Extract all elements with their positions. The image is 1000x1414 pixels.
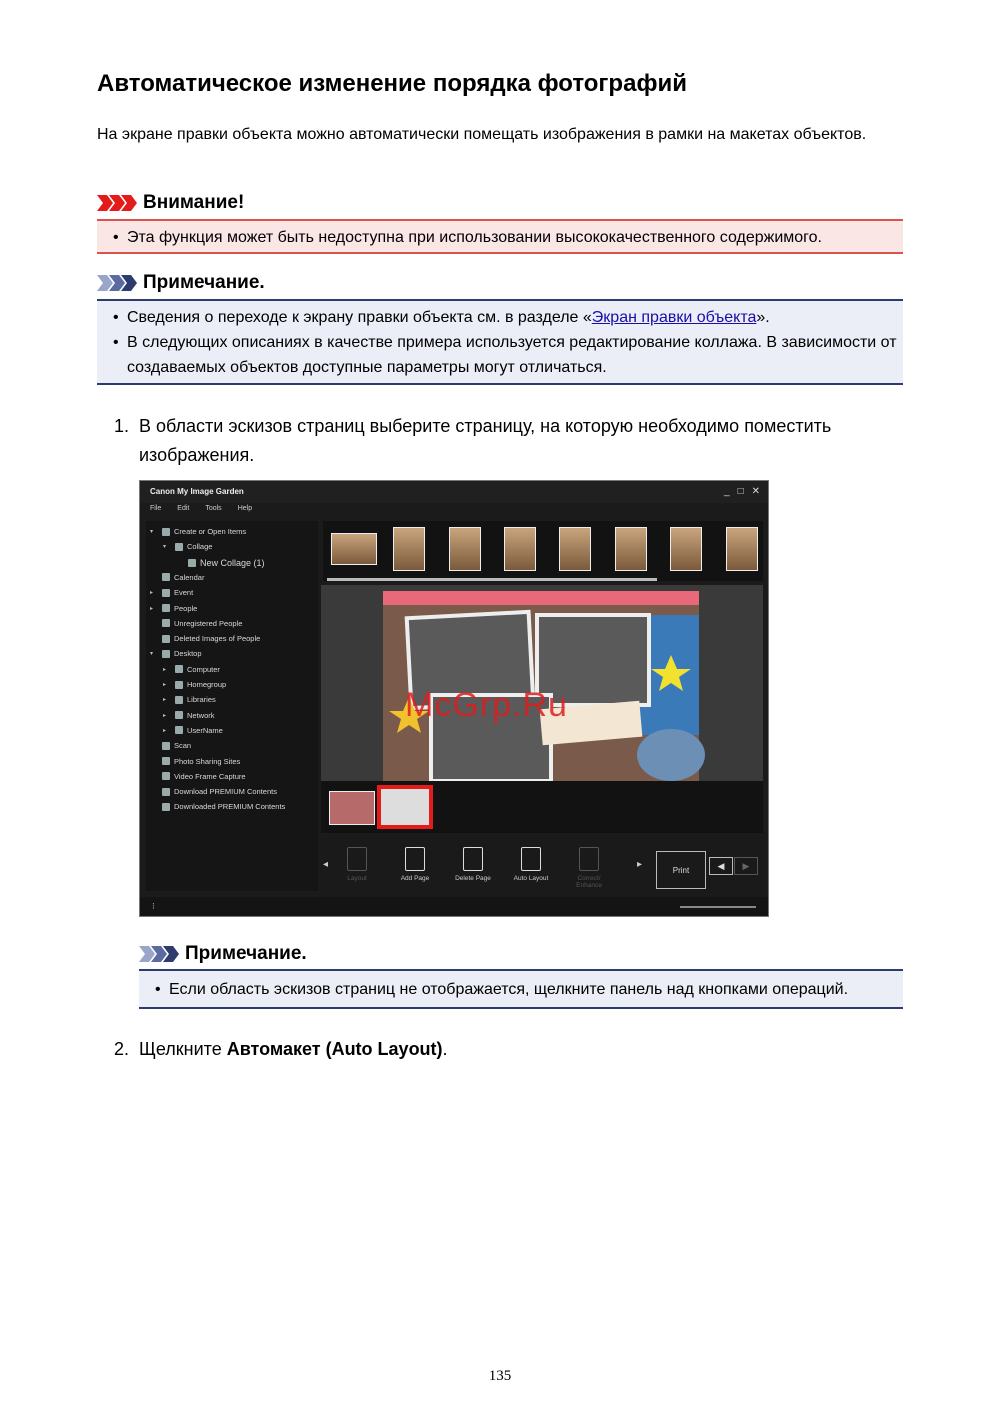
- tree-expand-icon[interactable]: ▸: [150, 605, 154, 612]
- folder-icon: [162, 573, 170, 581]
- tree-expand-icon[interactable]: ▸: [163, 727, 167, 734]
- photo-thumbnail[interactable]: [393, 527, 425, 571]
- tree-expand-icon[interactable]: ▸: [163, 697, 167, 704]
- auto-layout-button[interactable]: [509, 847, 553, 882]
- photo-thumbnail[interactable]: [615, 527, 647, 571]
- tree-item-label: Computer: [187, 664, 220, 674]
- step-2-text: [139, 1035, 448, 1064]
- intro-paragraph: На экране правки объекта можно автоматически помещать изображения в рамки на макетах объектов.: [97, 126, 867, 143]
- page-thumbnail-2-selected[interactable]: [377, 785, 433, 829]
- step-2-number: 2.: [114, 1039, 130, 1059]
- warning-chevron-icon: [97, 195, 137, 211]
- tree-item-label: Create or Open Items: [174, 527, 247, 536]
- tree-item[interactable]: [150, 741, 191, 750]
- app-titlebar: [140, 481, 768, 503]
- auto-layout-term: Автомакет (Auto Layout): [226, 1039, 443, 1059]
- folder-icon: [175, 696, 183, 704]
- tree-item[interactable]: [150, 802, 285, 811]
- menu-edit[interactable]: Edit: [177, 505, 190, 512]
- folder-icon: [162, 742, 170, 750]
- folder-icon: [162, 803, 170, 811]
- folder-icon: [162, 635, 170, 643]
- note-box: [97, 299, 903, 385]
- menu-help[interactable]: Help: [237, 505, 253, 512]
- add-page-label: Add Page: [400, 875, 430, 882]
- tree-item-label: Video Frame Capture: [174, 771, 246, 781]
- warning-heading: Внимание!: [143, 192, 245, 213]
- photo-thumbnail[interactable]: [726, 527, 758, 571]
- folder-icon: [175, 681, 183, 689]
- watermark: McGrp.Ru: [405, 686, 568, 724]
- photo-thumbnail[interactable]: [504, 527, 536, 571]
- collage-canvas[interactable]: [321, 585, 763, 781]
- forward-arrow-icon[interactable]: ▶: [734, 857, 758, 875]
- close-button[interactable]: ✕: [751, 486, 760, 497]
- note-heading: Примечание.: [143, 272, 265, 293]
- correct-enhance-button[interactable]: [567, 847, 611, 889]
- navigation-tree: [146, 521, 318, 891]
- folder-icon: [162, 528, 170, 536]
- tree-item-label: Download PREMIUM Contents: [174, 787, 277, 797]
- toolbar-left-arrow-icon[interactable]: ◂: [323, 859, 329, 870]
- tree-item[interactable]: [163, 542, 212, 551]
- warning-heading-row: [97, 192, 244, 214]
- tree-item[interactable]: [150, 634, 260, 643]
- folder-icon: [162, 650, 170, 658]
- tree-expand-icon[interactable]: ▸: [163, 682, 167, 688]
- tree-expand-icon[interactable]: ▾: [150, 651, 154, 658]
- folder-icon: [175, 711, 183, 719]
- folder-icon: [162, 788, 170, 796]
- tree-expand-icon[interactable]: ▾: [150, 529, 154, 535]
- folder-icon: [175, 726, 183, 734]
- folder-icon: [162, 757, 170, 765]
- layout-button[interactable]: [335, 847, 379, 882]
- tree-item-label: Deleted Images of People: [174, 634, 261, 644]
- tree-item-label: Photo Sharing Sites: [174, 756, 241, 766]
- tree-item[interactable]: [150, 573, 204, 582]
- tree-item[interactable]: [150, 588, 193, 597]
- tree-item[interactable]: [163, 680, 226, 689]
- tree-item-label: Network: [187, 710, 215, 720]
- step-1-number: 1.: [114, 416, 130, 436]
- toolbar-right-arrow-icon[interactable]: ▸: [637, 859, 643, 870]
- menu-tools[interactable]: Tools: [205, 505, 222, 512]
- tree-item[interactable]: [163, 726, 223, 735]
- add-page-button[interactable]: [393, 847, 437, 882]
- note2-heading-row: [139, 943, 307, 965]
- folder-icon: [175, 543, 183, 551]
- zoom-slider[interactable]: [680, 906, 756, 908]
- step-1-text: В области эскизов страниц выберите страницу, на которую необходимо поместить изображения.: [139, 416, 832, 465]
- tree-item[interactable]: [150, 787, 277, 796]
- photo-thumbnail[interactable]: [559, 527, 591, 571]
- page-thumbnail-1[interactable]: [329, 791, 375, 825]
- tree-item-label: Event: [174, 588, 194, 598]
- app-title: Canon My Image Garden: [150, 487, 244, 496]
- note-item-1-end: ».: [756, 309, 770, 326]
- tree-expand-icon[interactable]: ▸: [150, 590, 154, 597]
- tree-item-label: Collage: [187, 542, 213, 552]
- back-arrow-icon[interactable]: ◀: [709, 857, 733, 875]
- operation-toolbar: [321, 837, 763, 897]
- note-chevron-icon: [97, 275, 137, 291]
- tree-item[interactable]: [176, 558, 265, 568]
- tree-item[interactable]: [163, 695, 216, 704]
- note-item-2: • В следующих описаниях в качестве примера используется редактирование коллажа. В зависимости от создаваемых объектов доступные параметры могут отличаться.: [97, 330, 903, 380]
- delete-page-button[interactable]: [451, 847, 495, 882]
- minimize-button[interactable]: _: [724, 486, 730, 497]
- layout-label: Layout: [347, 875, 367, 882]
- tree-item[interactable]: [150, 527, 246, 536]
- tree-item[interactable]: [150, 772, 246, 781]
- delete-page-label: Delete Page: [455, 875, 491, 882]
- status-bar: [140, 897, 768, 917]
- photo-thumbnail[interactable]: [449, 527, 481, 571]
- tree-item-label: Calendar: [174, 572, 205, 582]
- folder-icon: [188, 559, 196, 567]
- tree-item[interactable]: [150, 757, 240, 766]
- step-2-text-end: .: [442, 1039, 448, 1059]
- info-icon[interactable]: ⁝: [152, 901, 155, 911]
- tree-item-label: Desktop: [174, 649, 202, 659]
- menu-file[interactable]: File: [150, 505, 162, 512]
- note2-item: • Если область эскизов страниц не отображается, щелкните панель над кнопками операций.: [139, 977, 903, 1002]
- collage-artwork: [321, 585, 763, 781]
- tree-item-label: Downloaded PREMIUM Contents: [174, 802, 286, 812]
- tree-item-label: People: [174, 603, 198, 613]
- photo-thumbnail-strip: [323, 521, 763, 581]
- note2-heading: Примечание.: [185, 943, 307, 964]
- tree-item[interactable]: [163, 665, 220, 674]
- tree-expand-icon[interactable]: ▾: [163, 544, 167, 551]
- photo-thumbnail[interactable]: [670, 527, 702, 571]
- page-title: Автоматическое изменение порядка фотографий: [97, 70, 687, 97]
- tree-expand-icon[interactable]: ▸: [163, 712, 167, 719]
- page-thumbnail-strip: [321, 781, 763, 833]
- folder-icon: [162, 619, 170, 627]
- photo-thumbnail[interactable]: [331, 533, 377, 565]
- folder-icon: [175, 665, 183, 673]
- warning-box: [97, 219, 903, 254]
- correct-enhance-label: Correct/ Enhance: [576, 875, 602, 889]
- note-heading-row: [97, 272, 265, 294]
- folder-icon: [162, 604, 170, 612]
- thumbnail-scrollbar[interactable]: [327, 578, 657, 581]
- tree-item[interactable]: [150, 649, 202, 658]
- print-button[interactable]: Print: [656, 851, 706, 889]
- page-number: 135: [488, 1368, 512, 1384]
- tree-item-label: Homegroup: [187, 680, 227, 689]
- tree-item[interactable]: [150, 619, 242, 628]
- edit-screen-link[interactable]: Экран правки объекта: [591, 309, 757, 326]
- note2-box: [139, 969, 903, 1009]
- folder-icon: [162, 589, 170, 597]
- tree-item-label: New Collage (1): [200, 557, 265, 568]
- auto-layout-label: Auto Layout: [513, 875, 549, 882]
- tree-expand-icon[interactable]: ▸: [163, 666, 167, 673]
- tree-item[interactable]: [150, 604, 197, 613]
- tree-item-label: Libraries: [187, 695, 216, 705]
- note-item-1-text: Сведения о переходе к экрану правки объекта см. в разделе «: [127, 309, 592, 326]
- tree-item-label: Scan: [174, 741, 192, 751]
- folder-icon: [162, 772, 170, 780]
- tree-item-label: Unregistered People: [174, 618, 243, 628]
- maximize-button[interactable]: □: [737, 486, 744, 497]
- tree-item-label: UserName: [187, 725, 223, 735]
- tree-item[interactable]: [163, 711, 215, 720]
- note2-chevron-icon: [139, 946, 179, 962]
- app-menubar: [140, 505, 769, 519]
- warning-item: • Эта функция может быть недоступна при использовании высококачественного содержимого.: [97, 225, 903, 250]
- note-item-1: [97, 305, 903, 330]
- step-2-text-start: Щелкните: [139, 1039, 227, 1059]
